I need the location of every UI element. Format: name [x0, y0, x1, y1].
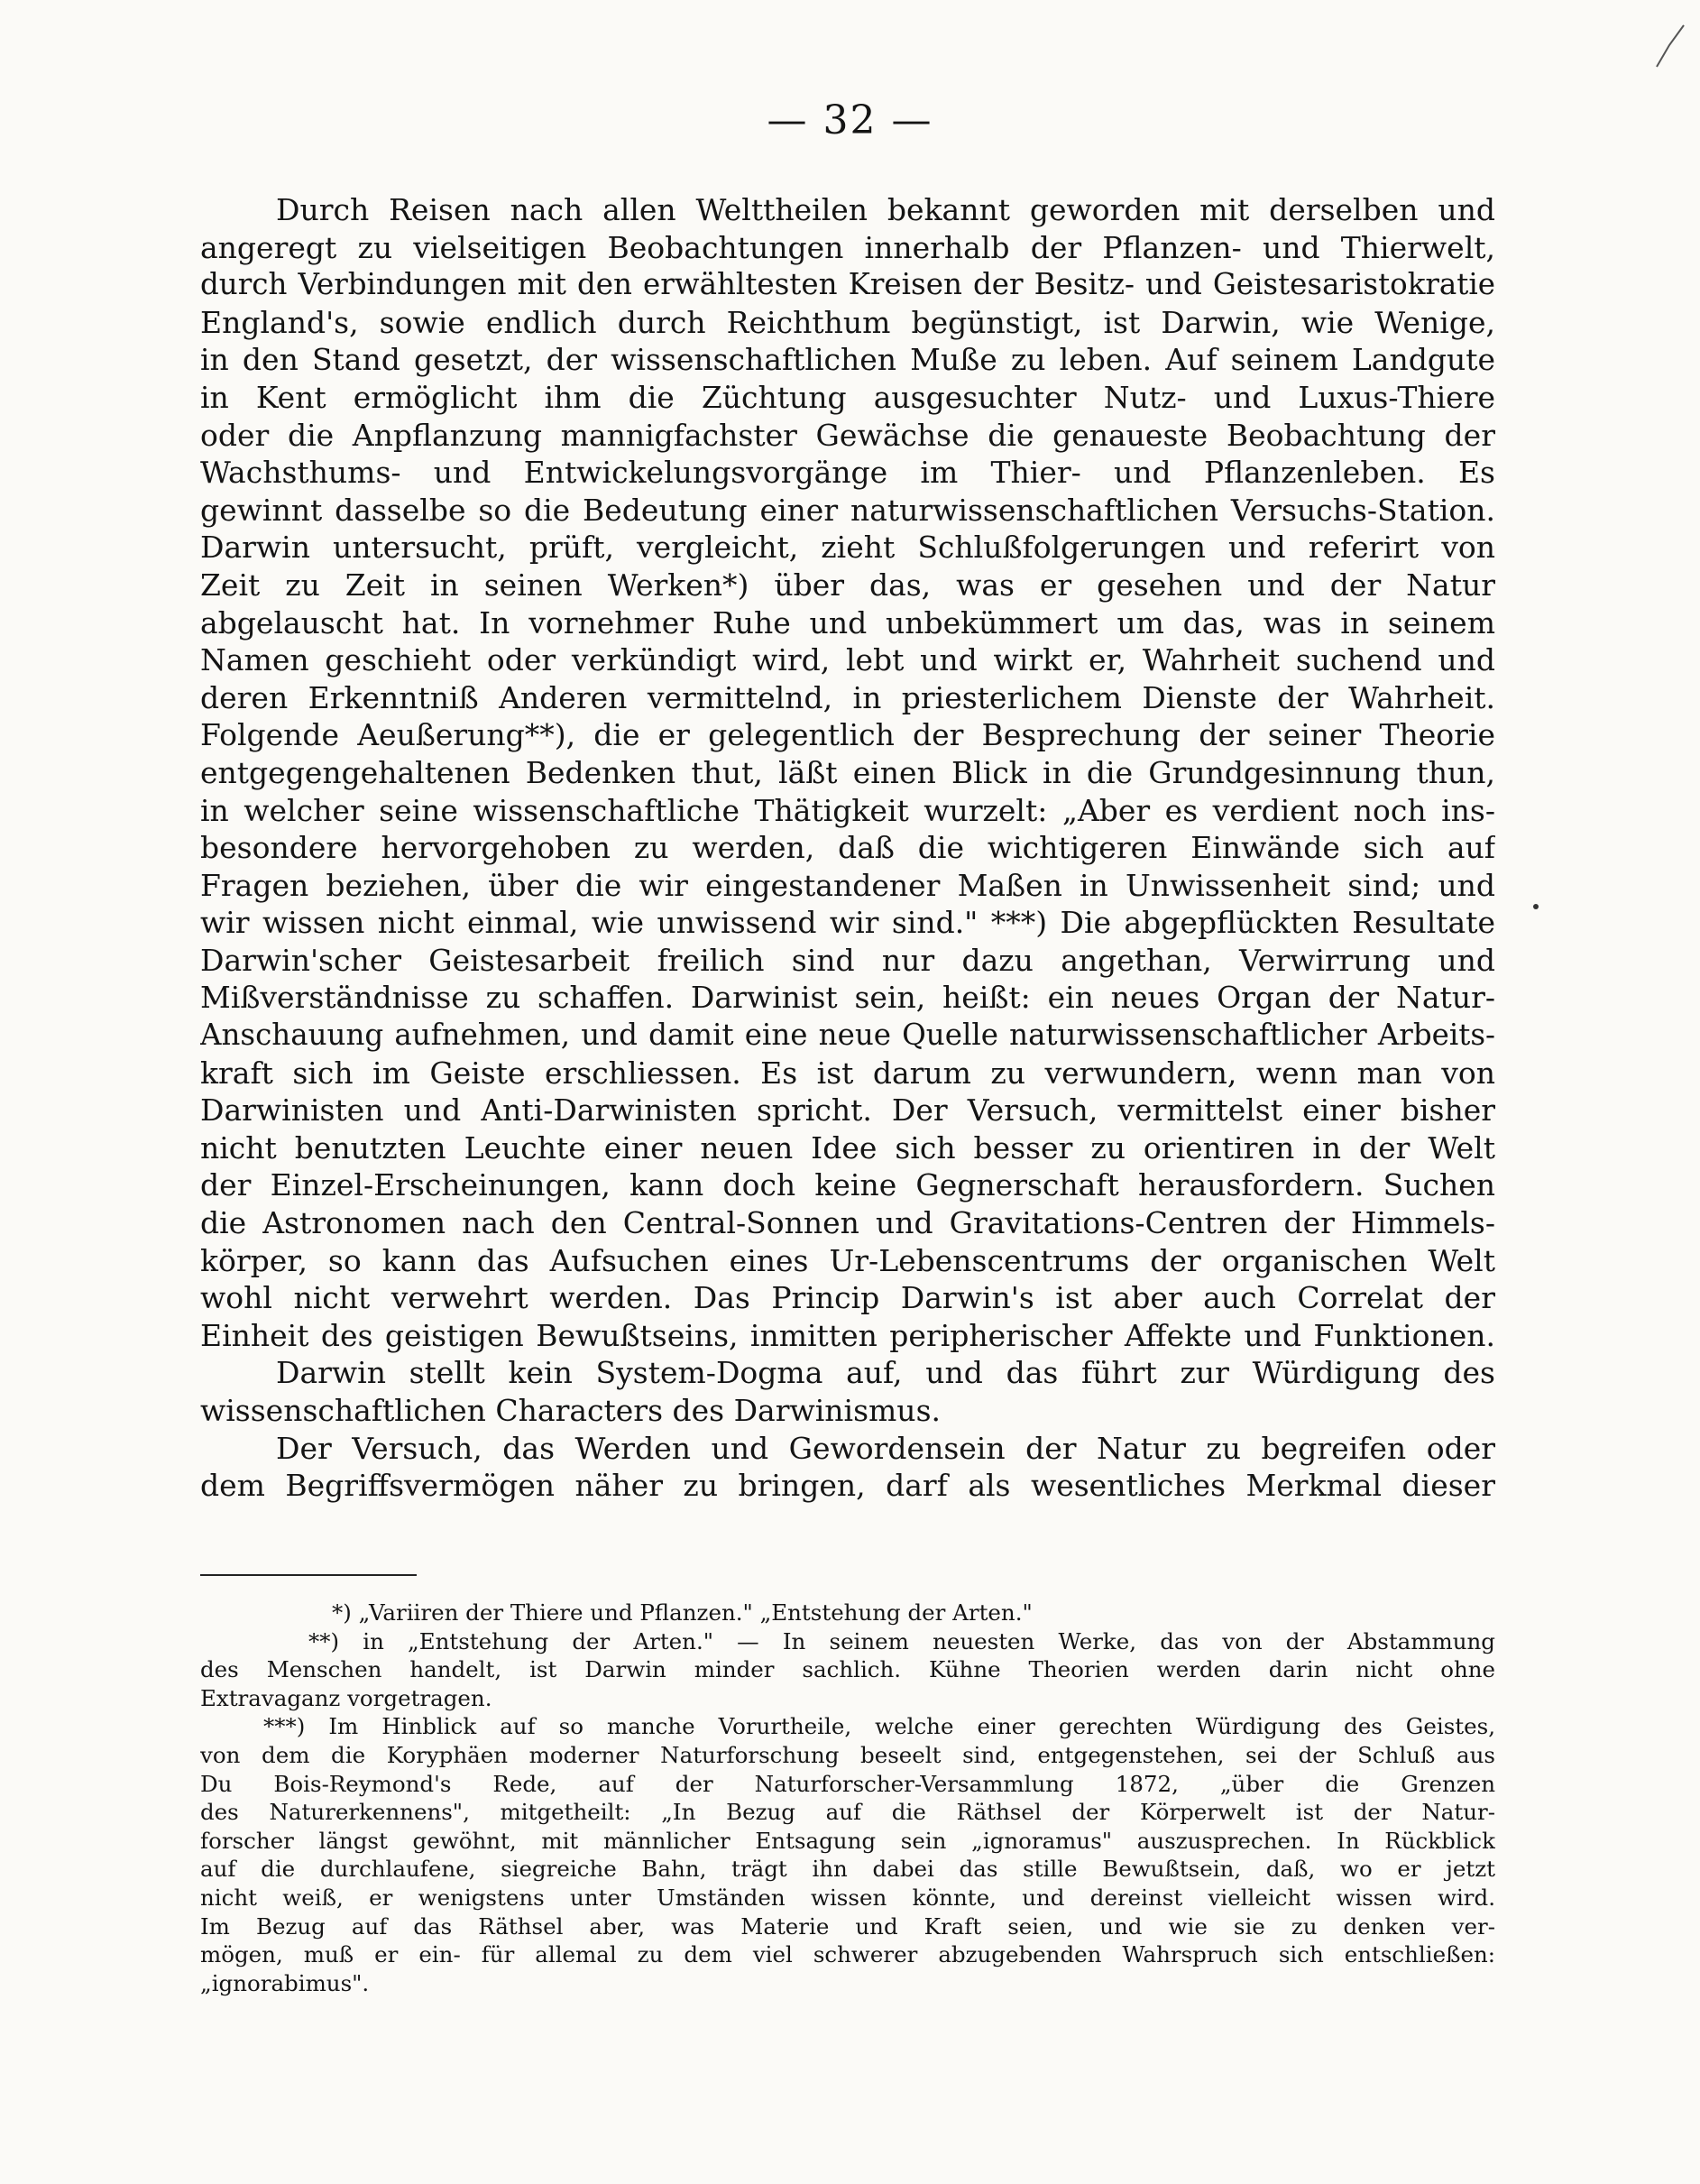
body-line: deren Erkenntniß Anderen vermittelnd, in priesterlichem Dienste der Wahrheit.	[200, 679, 1495, 715]
footnote-line: Du Bois-Reymond's Rede, auf der Naturforscher-Versammlung 1872, „über die Grenzen	[200, 1770, 1495, 1797]
body-line: oder die Anpflanzung mannigfachster Gewächse die genaueste Beobachtung der	[200, 417, 1495, 453]
footnote-line: des Naturerkennens", mitgetheilt: „In Bezug auf die Räthsel der Körperwelt ist der Natur-	[200, 1799, 1495, 1826]
body-line: nicht benutzten Leuchte einer neuen Idee sich besser zu orientiren in der Welt	[200, 1129, 1495, 1166]
footnotes	[200, 1599, 1495, 1997]
body-line: Darwin untersucht, prüft, vergleicht, zieht Schlußfolgerungen und referirt von	[200, 530, 1495, 566]
body-line: in welcher seine wissenschaftliche Thätigkeit wurzelt: „Aber es verdient noch ins-	[200, 792, 1495, 828]
footnote-line: „ignorabimus".	[200, 1969, 370, 1996]
body-line: wohl nicht verwehrt werden. Das Princip Darwin's ist aber auch Correlat der	[200, 1280, 1495, 1316]
pencil-mark-icon	[1651, 23, 1687, 70]
footnote-line: *) „Variiren der Thiere und Pflanzen." „Entstehung der Arten."	[332, 1599, 1033, 1626]
footnote-line: forscher längst gewöhnt, mit männlicher Entsagung sein „ignoramus" auszusprechen. In Rückblick	[200, 1827, 1495, 1854]
footnote-line: **) in „Entstehung der Arten." — In seinem neuesten Werke, das von der Abstammung	[308, 1627, 1495, 1654]
footnote-line: des Menschen handelt, ist Darwin minder sachlich. Kühne Theorien werden darin nicht ohne	[200, 1656, 1495, 1683]
body-line: wissenschaftlichen Characters des Darwinismus.	[200, 1393, 941, 1428]
page-number: — 32 —	[767, 97, 933, 143]
footnote-line: Extravaganz vorgetragen.	[200, 1684, 492, 1711]
body-line: Folgende Aeußerung**), die er gelegentlich der Besprechung der seiner Theorie	[200, 717, 1495, 753]
body-line: der Einzel-Erscheinungen, kann doch keine Gegnerschaft herausfordern. Suchen	[200, 1167, 1495, 1203]
body-line: Darwin stellt kein System-Dogma auf, und das führt zur Würdigung des	[276, 1355, 1495, 1391]
body-line: besondere hervorgehoben zu werden, daß die wichtigeren Einwände sich auf	[200, 830, 1495, 866]
body-line: durch Verbindungen mit den erwähltesten Kreisen der Besitz- und Geistesaristokratie	[200, 267, 1495, 302]
body-line: Mißverständnisse zu schaffen. Darwinist sein, heißt: ein neues Organ der Natur-	[200, 980, 1495, 1016]
footnote-line: Im Bezug auf das Räthsel aber, was Materie und Kraft seien, und wie sie zu denken ver-	[200, 1912, 1495, 1940]
body-line: die Astronomen nach den Central-Sonnen und Gravitations-Centren der Himmels-	[200, 1205, 1495, 1241]
body-line: Namen geschieht oder verkündigt wird, lebt und wirkt er, Wahrheit suchend und	[200, 642, 1495, 678]
body-line: Einheit des geistigen Bewußtseins, inmitten peripherischer Affekte und Funktionen.	[200, 1317, 1495, 1353]
body-line: Darwinisten und Anti-Darwinisten spricht. Der Versuch, vermittelst einer bisher	[200, 1092, 1495, 1129]
body-line: gewinnt dasselbe so die Bedeutung einer naturwissenschaftlichen Versuchs-Station.	[200, 492, 1495, 528]
body-line: Zeit zu Zeit in seinen Werken*) über das, was er gesehen und der Natur	[200, 567, 1495, 603]
body-text	[200, 191, 1495, 1505]
footnote-line: ***) Im Hinblick auf so manche Vorurtheile, welche einer gerechten Würdigung des Geistes,	[263, 1713, 1495, 1740]
body-line: Fragen beziehen, über die wir eingestandener Maßen in Unwissenheit sind; und	[200, 867, 1495, 903]
body-line: Wachsthums- und Entwickelungsvorgänge im Thier- und Pflanzenleben. Es	[200, 455, 1495, 491]
stray-dot-mark	[1533, 904, 1539, 909]
footnote-line: auf die durchlaufene, siegreiche Bahn, trägt ihn dabei das stille Bewußtsein, daß, wo er jetzt	[200, 1856, 1495, 1883]
footnote-rule	[200, 1574, 417, 1576]
footnote-line: nicht weiß, er wenigstens unter Umständen wissen könnte, und dereinst vielleicht wissen wird.	[200, 1884, 1495, 1911]
body-line: abgelauscht hat. In vornehmer Ruhe und unbekümmert um das, was in seinem	[200, 604, 1495, 640]
footnote-line: von dem die Koryphäen moderner Naturforschung beseelt sind, entgegenstehen, sei der Schluß aus	[200, 1741, 1495, 1768]
body-line: angeregt zu vielseitigen Beobachtungen innerhalb der Pflanzen- und Thierwelt,	[200, 229, 1495, 265]
body-line: Anschauung aufnehmen, und damit eine neue Quelle naturwissenschaftlicher Arbeits-	[200, 1018, 1495, 1053]
body-line: Der Versuch, das Werden und Gewordensein der Natur zu begreifen oder	[276, 1430, 1495, 1466]
body-line: in Kent ermöglicht ihm die Züchtung ausgesuchter Nutz- und Luxus-Thiere	[200, 379, 1495, 415]
body-line: wir wissen nicht einmal, wie unwissend wir sind." ***) Die abgepflückten Resultate	[200, 905, 1495, 941]
body-line: entgegengehaltenen Bedenken thut, läßt einen Blick in die Grundgesinnung thun,	[200, 754, 1495, 790]
body-line: England's, sowie endlich durch Reichthum begünstigt, ist Darwin, wie Wenige,	[200, 304, 1495, 340]
body-line: Darwin'scher Geistesarbeit freilich sind nur dazu angethan, Verwirrung und	[200, 942, 1495, 978]
body-line: kraft sich im Geiste erschliessen. Es ist darum zu verwundern, wenn man von	[200, 1055, 1495, 1091]
body-line: körper, so kann das Aufsuchen eines Ur-Lebenscentrums der organischen Welt	[200, 1242, 1495, 1278]
body-line: Durch Reisen nach allen Welttheilen bekannt geworden mit derselben und	[276, 192, 1495, 227]
body-line: in den Stand gesetzt, der wissenschaftlichen Muße zu leben. Auf seinem Landgute	[200, 342, 1495, 378]
body-line: dem Begriffsvermögen näher zu bringen, darf als wesentliches Merkmal dieser	[200, 1468, 1495, 1504]
footnote-line: mögen, muß er ein- für allemal zu dem viel schwerer abzugebenden Wahrspruch sich entschließen:	[200, 1941, 1495, 1968]
